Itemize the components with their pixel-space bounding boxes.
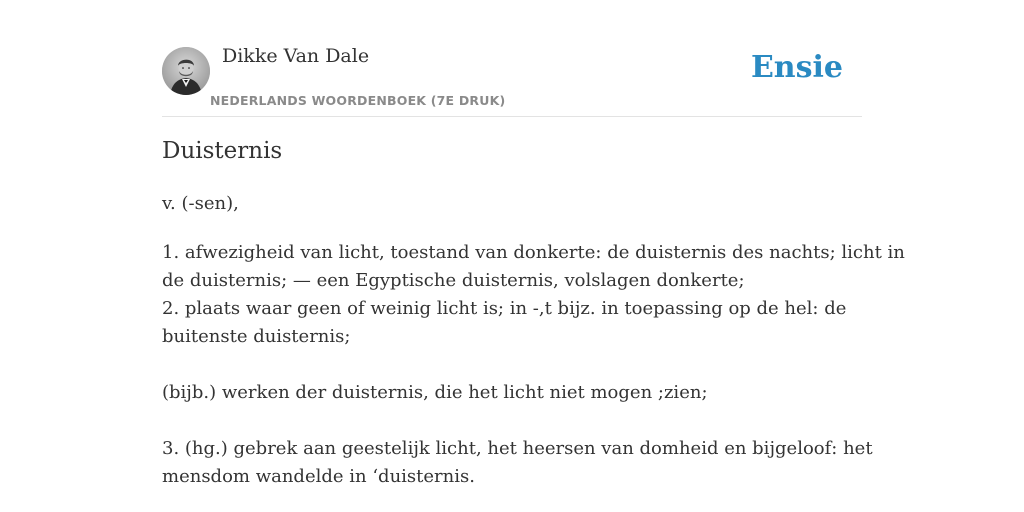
entry-term: Duisternis [162, 138, 283, 164]
brand-logo[interactable]: Ensie [750, 50, 843, 85]
definition-line: mensdom wandelde in ‘duisternis. [162, 466, 475, 487]
entry-definition [162, 239, 905, 491]
author-name[interactable]: Dikke Van Dale [222, 45, 370, 67]
definition-line: de duisternis; — een Egyptische duisternis, volslagen donkerte; [162, 270, 745, 291]
definition-line: 2. plaats waar geen of weinig licht is; in -,t bijz. in toepassing op de hel: de [162, 298, 847, 319]
source-label[interactable]: NEDERLANDS WOORDENBOEK (7E DRUK) [210, 93, 506, 108]
avatar[interactable] [162, 47, 210, 95]
entry-grammar: v. (-sen), [162, 193, 239, 214]
definition-line: buitenste duisternis; [162, 326, 351, 347]
definition-line [162, 407, 862, 435]
portrait-icon [162, 47, 210, 95]
definition-line: 3. (hg.) gebrek aan geestelijk licht, het heersen van domheid en bijgeloof: het [162, 438, 873, 459]
header [162, 0, 862, 117]
definition-line [162, 351, 862, 379]
definition-line: (bijb.) werken der duisternis, die het licht niet mogen ;zien; [162, 382, 708, 403]
definition-line: 1. afwezigheid van licht, toestand van donkerte: de duisternis des nachts; licht in [162, 242, 905, 263]
